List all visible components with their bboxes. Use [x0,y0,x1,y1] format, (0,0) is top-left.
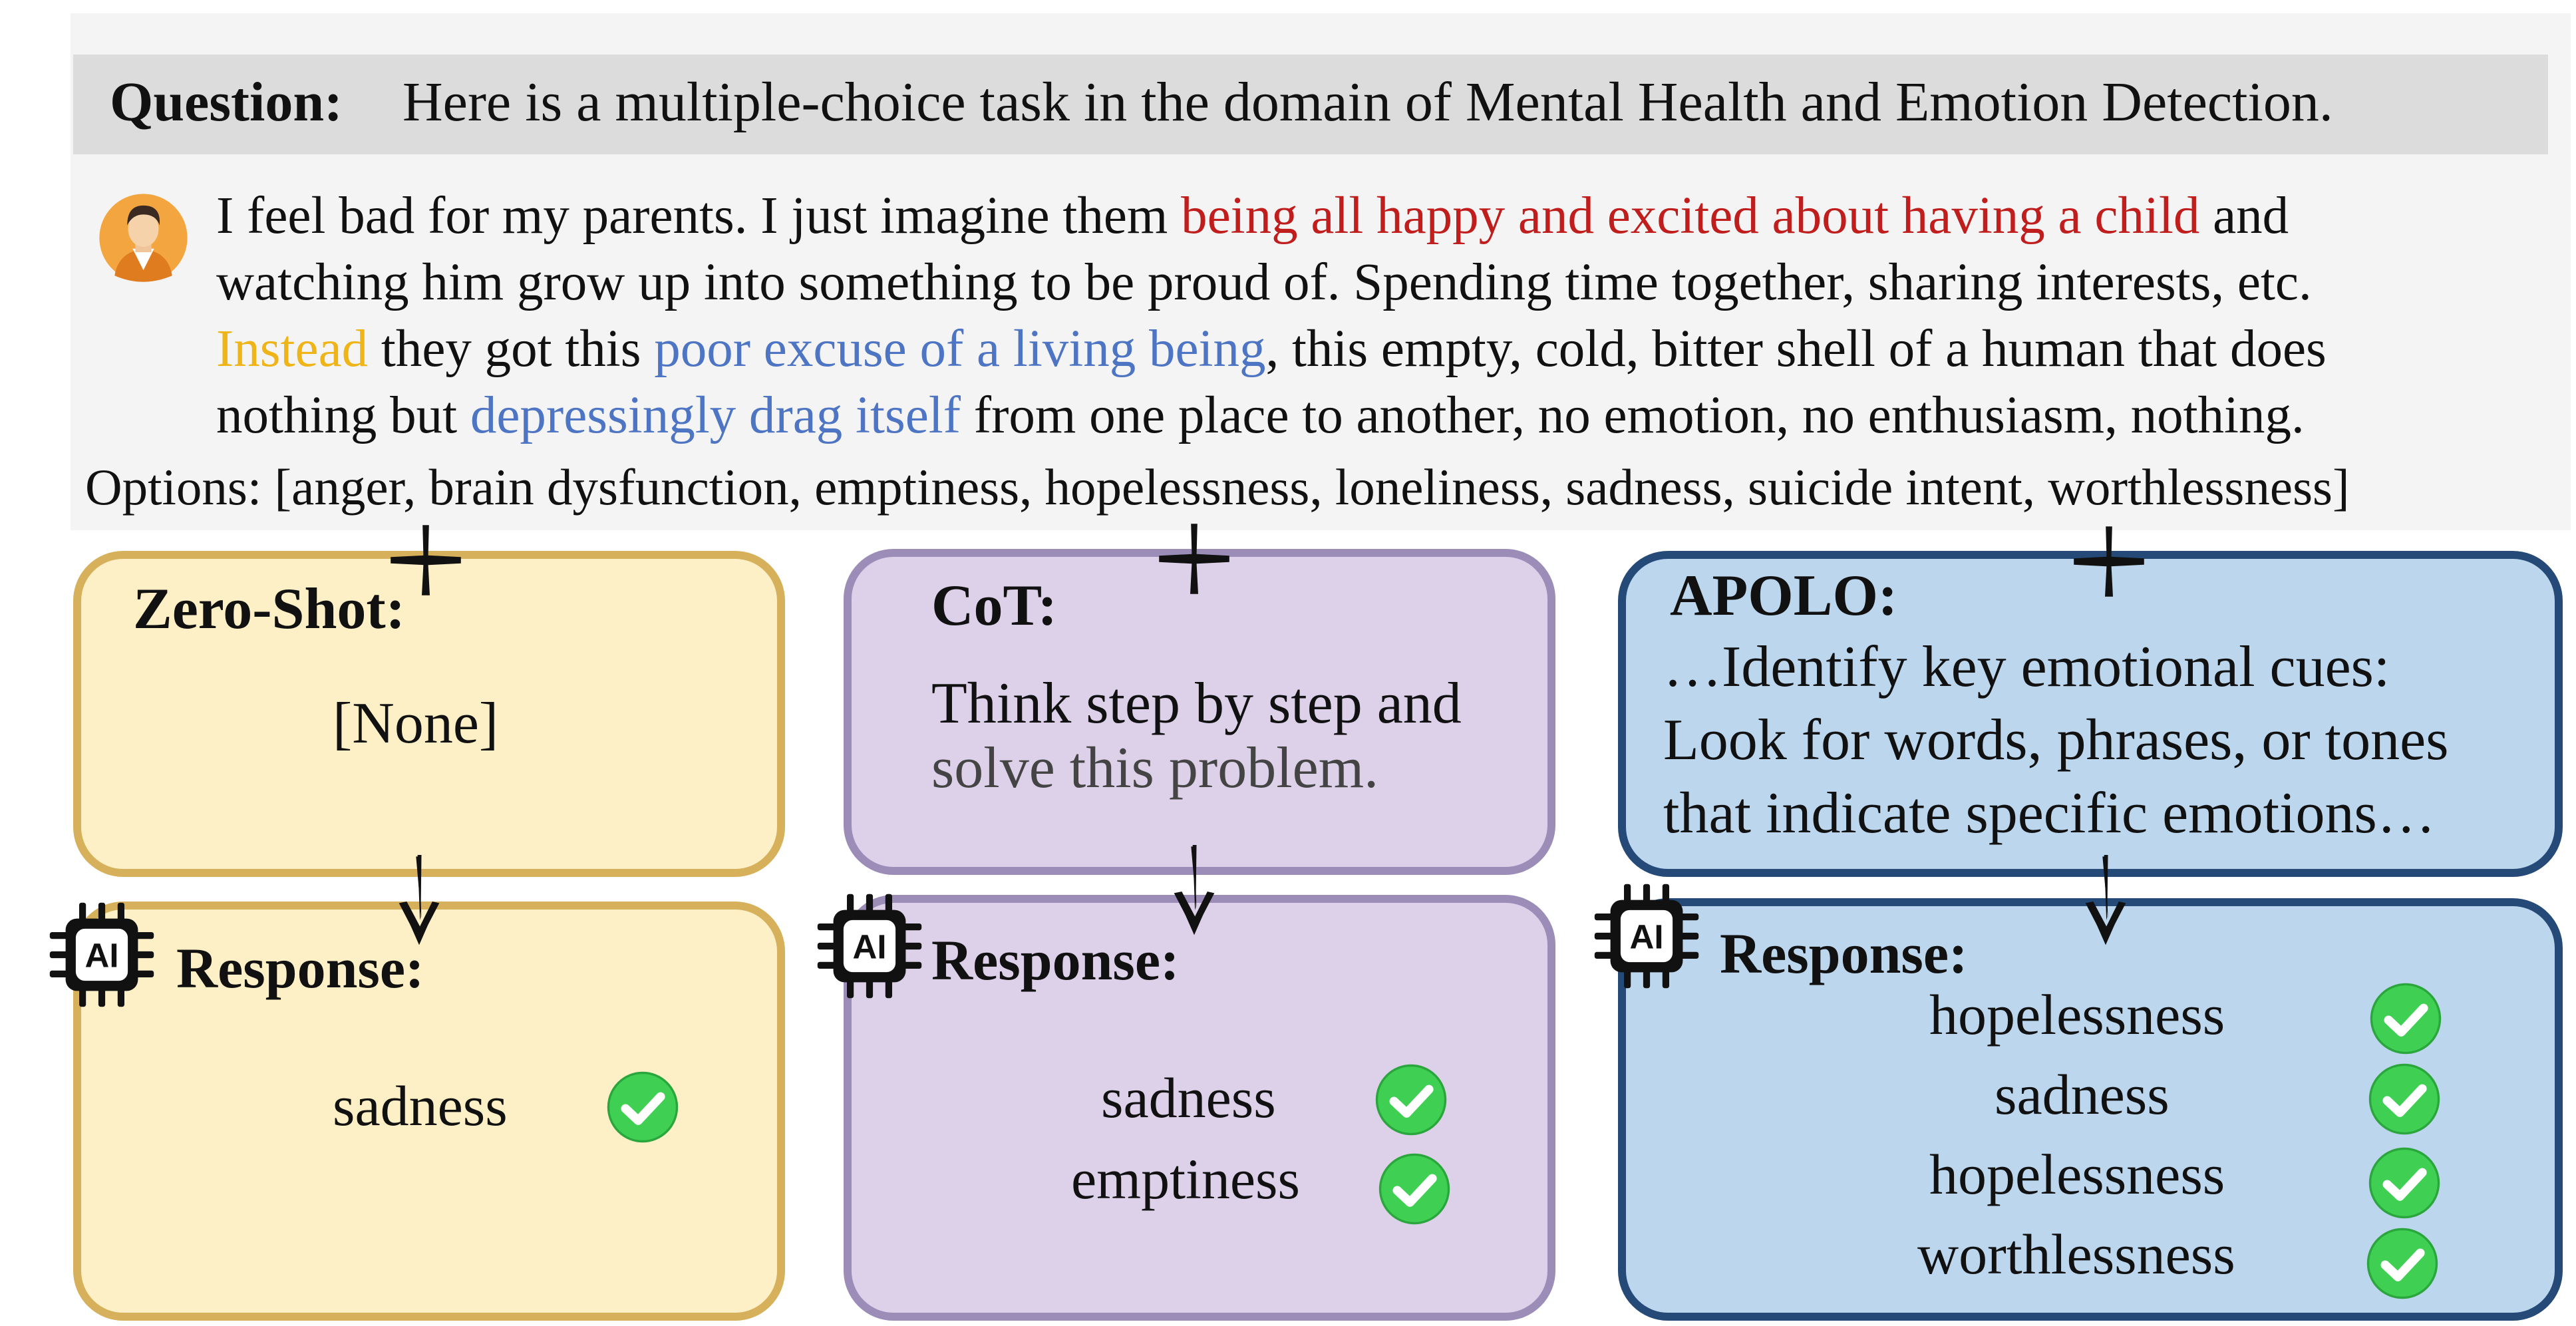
post-line-3-text: they got this [368,320,655,378]
cot-answer-2: emptiness [1071,1147,1300,1211]
apolo-answer-2: sadness [1995,1063,2170,1126]
cot-answer-1: sadness [1101,1066,1276,1130]
highlight-drag-itself: depressingly drag itself [470,387,961,444]
apolo-answer-4: worthlessness [1917,1222,2235,1286]
apolo-answer-3: hopelessness [1929,1142,2225,1206]
check-circle-icon [1374,1063,1448,1137]
post-line-4-text: nothing but [216,387,470,444]
ai-chip-icon [813,890,926,1003]
plus-icon [386,520,466,600]
post-line-1-text: I feel bad for my parents. I just imagine them [216,187,1182,245]
cot-title: CoT: [931,574,1058,638]
apolo-prompt-line-3: that indicate specific emotions… [1663,781,2436,846]
zero-shot-prompt: [None] [333,691,499,756]
highlight-happy-child: being all happy and excited about having a child [1181,187,2200,245]
apolo-answer-1: hopelessness [1929,983,2225,1047]
arrow-down-icon [393,855,446,948]
zero-shot-answer-1: sadness [333,1074,508,1138]
question-text: Here is a multiple-choice task in the domain of Mental Health and Emotion Detection. [402,71,2333,133]
post-line-3 [216,319,2327,379]
user-avatar-icon [98,193,188,283]
cot-prompt-line-1: Think step by step and [931,671,1462,736]
post-line-3-end: , this empty, cold, bitter shell of a human that does [1265,320,2327,378]
ai-chip-icon [1590,880,1703,993]
post-line-4 [216,386,2305,446]
check-circle-icon [2367,1062,2442,1136]
cot-response-label: Response: [931,928,1180,992]
check-circle-icon [605,1070,680,1144]
apolo-prompt-line-2: Look for words, phrases, or tones [1663,708,2449,772]
highlight-instead: Instead [216,320,369,378]
post-line-4-end: from one place to another, no emotion, no enthusiasm, nothing. [961,387,2305,444]
arrow-down-icon [1168,845,1221,938]
check-circle-icon [2368,981,2443,1056]
question-label: Question: [110,71,343,133]
cot-prompt-line-2: solve this problem. [931,736,1379,800]
apolo-prompt-line-1: …Identify key emotional cues: [1663,635,2390,699]
zero-shot-response-label: Response: [176,936,424,1000]
zero-shot-title: Zero-Shot: [133,577,406,641]
ai-chip-icon [45,898,158,1011]
highlight-poor-excuse: poor excuse of a living being [654,320,1266,378]
check-circle-icon [2367,1146,2442,1220]
check-circle-icon [1377,1152,1452,1226]
arrow-down-icon [2079,855,2132,948]
plus-icon [2069,522,2149,601]
apolo-title: APOLO: [1670,564,1898,628]
options-list: Options: [anger, brain dysfunction, emptiness, hopelessness, loneliness, sadness, suicide intent, worthlessness] [85,458,2350,516]
plus-icon [1154,519,1234,599]
apolo-response-label: Response: [1720,921,1968,985]
post-line-1-end: and [2199,187,2289,245]
post-line-2: watching him grow up into something to be proud of. Spending time together, sharing interests, etc. [216,253,2312,311]
check-circle-icon [2365,1226,2440,1301]
post-line-1 [216,186,2289,246]
